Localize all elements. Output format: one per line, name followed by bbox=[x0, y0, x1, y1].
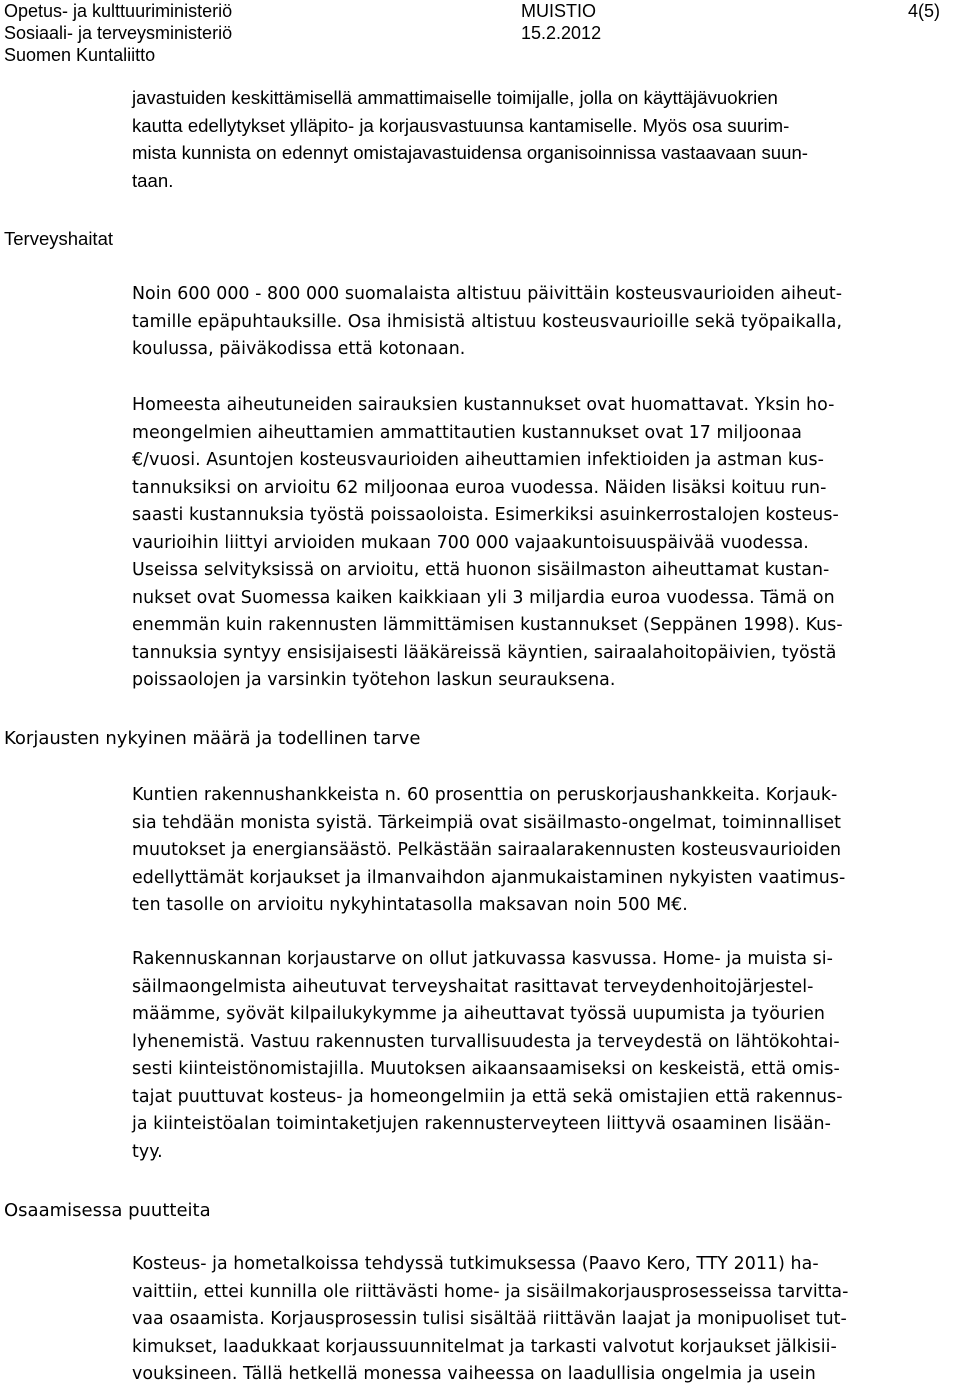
paragraph-line: nukset ovat Suomessa kaiken kaikkiaan yli 3 miljardia euroa vuodessa. Tämä on bbox=[132, 587, 835, 608]
header-date: 15.2.2012 bbox=[521, 23, 602, 43]
paragraph-line: säilmaongelmista aiheutuvat terveyshaitat rasittavat terveydenhoitojärjestel- bbox=[132, 976, 814, 997]
paragraph-line: Useissa selvityksissä on arvioitu, että huonon sisäilmaston aiheuttamat kustan- bbox=[132, 560, 830, 580]
header-ministry-2: Sosiaali- ja terveysministeriö bbox=[4, 23, 233, 43]
paragraph-line: ten tasolle on arvioitu nykyhintatasolla maksavan noin 500 M€. bbox=[132, 895, 688, 915]
paragraph-line: muutokset ja energiansäästö. Pelkästään sairaalarakennusten kosteusvaurioiden bbox=[132, 840, 842, 860]
paragraph-line: vouksineen. Tällä hetkellä monessa vaiheessa on laadullisia ongelmia ja usein bbox=[132, 1364, 816, 1384]
paragraph-5 bbox=[132, 946, 952, 1166]
paragraph-line: vaittiin, ettei kunnilla ole riittävästi home- ja sisäilmakorjausprosesseissa tarvitta- bbox=[132, 1281, 849, 1302]
paragraph-line: tannuksia syntyy ensisijaisesti lääkäreissä käyntien, sairaalahoitopäivien, työstä bbox=[132, 642, 837, 663]
paragraph-line: sia tehdään monista syistä. Tärkeimpiä ovat sisäilmasto-ongelmat, toiminnalliset bbox=[132, 812, 841, 833]
paragraph-line: €/vuosi. Asuntojen kosteusvaurioiden aiheuttamien infektioiden ja astman kus- bbox=[132, 450, 824, 470]
paragraph-line: tajat puuttuvat kosteus- ja homeongelmiin ja että sekä omistajien että rakennus- bbox=[132, 1086, 843, 1107]
header-association: Suomen Kuntaliitto bbox=[4, 45, 156, 65]
paragraph-line: vaa osaamista. Korjausprosessin tulisi sisältää riittävän laajat ja monipuoliset tut- bbox=[132, 1309, 847, 1329]
paragraph-line: ja kiinteistöalan toimintaketjujen rakennusterveyteen liittyvä osaaminen lisään- bbox=[132, 1114, 831, 1134]
paragraph-line: Kosteus- ja hometalkoissa tehdyssä tutkimuksessa (Paavo Kero, TTY 2011) ha- bbox=[132, 1254, 819, 1274]
paragraph-line: mista kunnista on edennyt omistajavastuidensa organisoinnissa vastaavaan suun- bbox=[132, 142, 808, 163]
side-heading-repairs: Korjausten nykyinen määrä ja todellinen tarve bbox=[4, 728, 421, 749]
side-heading-health: Terveyshaitat bbox=[4, 228, 113, 249]
paragraph-line: tyy. bbox=[132, 1141, 163, 1162]
paragraph-line: tannuksiksi on arvioitu 62 miljoonaa euroa vuodessa. Näiden lisäksi koituu run- bbox=[132, 477, 827, 498]
paragraph-3 bbox=[132, 392, 952, 695]
paragraph-line: Kuntien rakennushankkeista n. 60 prosenttia on peruskorjaushankkeita. Korjauk- bbox=[132, 785, 838, 805]
paragraph-line: Noin 600 000 - 800 000 suomalaista altistuu päivittäin kosteusvaurioiden aiheut- bbox=[132, 284, 843, 304]
paragraph-line: meongelmien aiheuttamien ammattitautien kustannukset ovat 17 miljoonaa bbox=[132, 422, 802, 443]
paragraph-line: edellyttämät korjaukset ja ilmanvaihdon ajanmukaistaminen nykyisten vaatimus- bbox=[132, 867, 846, 888]
paragraph-line: javastuiden keskittämisellä ammattimaiselle toimijalle, jolla on käyttäjävuokrien bbox=[132, 87, 778, 108]
paragraph-line: Homeesta aiheutuneiden sairauksien kustannukset ovat huomattavat. Yksin ho- bbox=[132, 395, 835, 415]
paragraph-line: vaurioihin liittyi arvioiden mukaan 700 000 vajaakuntoisuuspäivää vuodessa. bbox=[132, 532, 809, 553]
paragraph-2 bbox=[132, 281, 952, 364]
paragraph-line: koulussa, päiväkodissa että kotonaan. bbox=[132, 339, 466, 359]
header-page-number: 4(5) bbox=[908, 1, 941, 21]
paragraph-line: kimukset, laadukkaat korjaussuunnitelmat ja tarkasti valvotut korjaukset jälkisii- bbox=[132, 1336, 837, 1357]
header-ministry-1: Opetus- ja kulttuuriministeriö bbox=[4, 1, 233, 21]
paragraph-line: poissaolojen ja varsinkin työtehon laskun seurauksena. bbox=[132, 670, 616, 690]
paragraph-line: lyhenemistä. Vastuu rakennusten turvallisuudesta ja terveydestä on lähtökohtai- bbox=[132, 1031, 840, 1052]
header-doc-type: MUISTIO bbox=[521, 1, 596, 21]
paragraph-line: kautta edellytykset ylläpito- ja korjausvastuunsa kantamiselle. Myös osa suurim- bbox=[132, 114, 790, 136]
paragraph-line: taan. bbox=[132, 169, 174, 191]
side-heading-skills: Osaamisessa puutteita bbox=[4, 1200, 211, 1221]
paragraph-4 bbox=[132, 782, 952, 920]
paragraph-line: enemmän kuin rakennusten lämmittämisen kustannukset (Seppänen 1998). Kus- bbox=[132, 615, 843, 635]
paragraph-line: tamille epäpuhtauksille. Osa ihmisistä altistuu kosteusvaurioille sekä työpaikalla, bbox=[132, 311, 843, 332]
paragraph-line: Rakennuskannan korjaustarve on ollut jatkuvassa kasvussa. Home- ja muista si- bbox=[132, 949, 833, 969]
paragraph-1 bbox=[132, 84, 952, 194]
paragraph-line: sesti kiinteistönomistajilla. Muutoksen aikaansaamiseksi on keskeistä, että omis- bbox=[132, 1059, 840, 1079]
paragraph-6 bbox=[132, 1251, 952, 1389]
paragraph-line: saasti kustannuksia työstä poissaoloista. Esimerkiksi asuinkerrostalojen kosteus- bbox=[132, 505, 839, 525]
paragraph-line: määmme, syövät kilpailukykymme ja aiheuttavat työssä uupumista ja työurien bbox=[132, 1004, 825, 1024]
